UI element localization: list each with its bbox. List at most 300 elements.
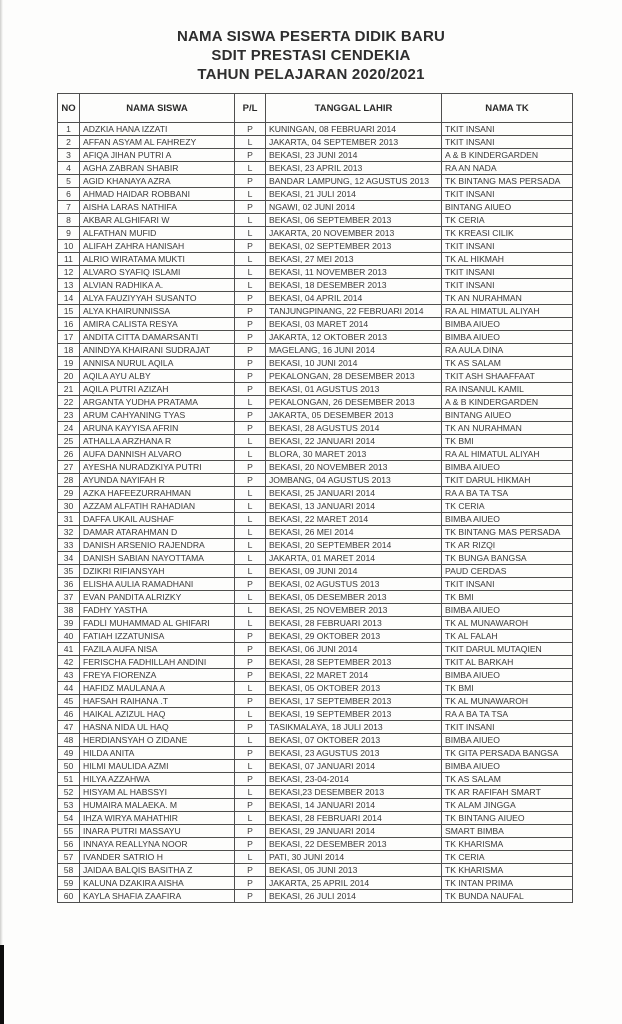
cell-tanggal-lahir: BEKASI, 22 JANUARI 2014 <box>266 435 442 448</box>
cell-nama-tk: RA AULA DINA <box>442 344 573 357</box>
cell-nama-siswa: HAFSAH RAIHANA .T <box>80 695 235 708</box>
cell-nama-siswa: AZZAM ALFATIH RAHADIAN <box>80 500 235 513</box>
cell-no: 23 <box>58 409 80 422</box>
cell-tanggal-lahir: BEKASI, 06 JUNI 2014 <box>266 643 442 656</box>
cell-nama-siswa: HAIKAL AZIZUL HAQ <box>80 708 235 721</box>
cell-no: 26 <box>58 448 80 461</box>
table-row <box>58 500 573 513</box>
cell-tanggal-lahir: BEKASI, 23 JUNI 2014 <box>266 149 442 162</box>
cell-pl: P <box>235 799 266 812</box>
cell-nama-siswa: HASNA NIDA UL HAQ <box>80 721 235 734</box>
cell-nama-siswa: AQILA AYU ALBY <box>80 370 235 383</box>
cell-nama-siswa: ANDITA CITTA DAMARSANTI <box>80 331 235 344</box>
table-row <box>58 279 573 292</box>
cell-tanggal-lahir: BEKASI, 26 MEI 2014 <box>266 526 442 539</box>
cell-pl: P <box>235 643 266 656</box>
cell-nama-siswa: AFIQA JIHAN PUTRI A <box>80 149 235 162</box>
cell-nama-siswa: ALYA KHAIRUNNISSA <box>80 305 235 318</box>
cell-tanggal-lahir: BEKASI, 05 OKTOBER 2013 <box>266 682 442 695</box>
cell-nama-tk: SMART BIMBA <box>442 825 573 838</box>
table-row <box>58 305 573 318</box>
cell-pl: P <box>235 773 266 786</box>
cell-nama-tk: TK AL FALAH <box>442 630 573 643</box>
cell-pl: P <box>235 864 266 877</box>
table-row <box>58 656 573 669</box>
cell-no: 9 <box>58 227 80 240</box>
cell-tanggal-lahir: PATI, 30 JUNI 2014 <box>266 851 442 864</box>
cell-nama-siswa: ARUM CAHYANING TYAS <box>80 409 235 422</box>
cell-tanggal-lahir: BEKASI, 22 MARET 2014 <box>266 669 442 682</box>
table-row <box>58 695 573 708</box>
cell-nama-siswa: KAYLA SHAFIA ZAAFIRA <box>80 890 235 903</box>
cell-nama-siswa: AYUNDA NAYIFAH R <box>80 474 235 487</box>
cell-tanggal-lahir: BEKASI, 25 JANUARI 2014 <box>266 487 442 500</box>
cell-tanggal-lahir: BEKASI, 05 DESEMBER 2013 <box>266 591 442 604</box>
cell-tanggal-lahir: BEKASI, 22 MARET 2014 <box>266 513 442 526</box>
cell-nama-siswa: ALVIAN RADHIKA A. <box>80 279 235 292</box>
cell-pl: P <box>235 695 266 708</box>
cell-pl: L <box>235 214 266 227</box>
cell-nama-tk: TK GITA PERSADA BANGSA <box>442 747 573 760</box>
cell-no: 55 <box>58 825 80 838</box>
cell-nama-siswa: EVAN PANDITA ALRIZKY <box>80 591 235 604</box>
table-row <box>58 825 573 838</box>
cell-pl: P <box>235 305 266 318</box>
cell-pl: P <box>235 838 266 851</box>
cell-tanggal-lahir: BEKASI, 11 NOVEMBER 2013 <box>266 266 442 279</box>
cell-nama-siswa: AUFA DANNISH ALVARO <box>80 448 235 461</box>
table-row <box>58 864 573 877</box>
cell-pl: L <box>235 734 266 747</box>
cell-no: 44 <box>58 682 80 695</box>
cell-nama-tk: TKIT ASH SHAAFFAAT <box>442 370 573 383</box>
cell-no: 37 <box>58 591 80 604</box>
cell-no: 4 <box>58 162 80 175</box>
cell-pl: P <box>235 292 266 305</box>
cell-no: 22 <box>58 396 80 409</box>
table-row <box>58 747 573 760</box>
cell-no: 13 <box>58 279 80 292</box>
table-row <box>58 513 573 526</box>
column-header: P/L <box>235 94 266 123</box>
cell-nama-siswa: AISHA LARAS NATHIFA <box>80 201 235 214</box>
cell-nama-tk: BIMBA AIUEO <box>442 331 573 344</box>
cell-pl: L <box>235 708 266 721</box>
table-row <box>58 461 573 474</box>
cell-tanggal-lahir: BEKASI, 28 AGUSTUS 2014 <box>266 422 442 435</box>
cell-nama-tk: BIMBA AIUEO <box>442 318 573 331</box>
cell-pl: L <box>235 682 266 695</box>
cell-nama-siswa: ATHALLA ARZHANA R <box>80 435 235 448</box>
cell-nama-siswa: INNAYA REALLYNA NOOR <box>80 838 235 851</box>
cell-tanggal-lahir: BEKASI, 29 JANUARI 2014 <box>266 825 442 838</box>
cell-nama-siswa: ALYA FAUZIYYAH SUSANTO <box>80 292 235 305</box>
cell-tanggal-lahir: BEKASI, 13 JANUARI 2014 <box>266 500 442 513</box>
cell-nama-tk: TK AS SALAM <box>442 357 573 370</box>
cell-pl: P <box>235 357 266 370</box>
cell-pl: L <box>235 786 266 799</box>
cell-nama-siswa: HERDIANSYAH O ZIDANE <box>80 734 235 747</box>
table-row <box>58 448 573 461</box>
cell-pl: P <box>235 630 266 643</box>
cell-nama-siswa: DAMAR ATARAHMAN D <box>80 526 235 539</box>
cell-no: 60 <box>58 890 80 903</box>
cell-nama-siswa: ALIFAH ZAHRA HANISAH <box>80 240 235 253</box>
cell-nama-tk: TK BMI <box>442 435 573 448</box>
cell-no: 45 <box>58 695 80 708</box>
cell-tanggal-lahir: JAKARTA, 25 APRIL 2014 <box>266 877 442 890</box>
cell-nama-siswa: AHMAD HAIDAR ROBBANI <box>80 188 235 201</box>
cell-no: 27 <box>58 461 80 474</box>
table-row <box>58 123 573 136</box>
cell-no: 41 <box>58 643 80 656</box>
cell-pl: L <box>235 851 266 864</box>
cell-nama-tk: TK CERIA <box>442 214 573 227</box>
cell-no: 36 <box>58 578 80 591</box>
table-row <box>58 331 573 344</box>
cell-nama-tk: TKIT INSANI <box>442 136 573 149</box>
cell-pl: P <box>235 669 266 682</box>
cell-no: 17 <box>58 331 80 344</box>
cell-no: 47 <box>58 721 80 734</box>
cell-no: 58 <box>58 864 80 877</box>
cell-pl: P <box>235 175 266 188</box>
cell-tanggal-lahir: BEKASI, 07 JANUARI 2014 <box>266 760 442 773</box>
table-row <box>58 630 573 643</box>
cell-tanggal-lahir: BEKASI, 23 AGUSTUS 2013 <box>266 747 442 760</box>
table-row <box>58 266 573 279</box>
table-row <box>58 253 573 266</box>
cell-nama-tk: BIMBA AIUEO <box>442 669 573 682</box>
cell-nama-tk: TK CERIA <box>442 500 573 513</box>
cell-nama-siswa: HILMI MAULIDA AZMI <box>80 760 235 773</box>
table-row <box>58 578 573 591</box>
cell-nama-siswa: ANINDYA KHAIRANI SUDRAJAT <box>80 344 235 357</box>
cell-nama-tk: BINTANG AIUEO <box>442 201 573 214</box>
cell-no: 6 <box>58 188 80 201</box>
cell-nama-siswa: ALFATHAN MUFID <box>80 227 235 240</box>
table-header-row <box>58 94 573 123</box>
cell-no: 5 <box>58 175 80 188</box>
cell-nama-tk: TK AL MUNAWAROH <box>442 617 573 630</box>
cell-nama-siswa: AYESHA NURADZKIYA PUTRI <box>80 461 235 474</box>
cell-nama-siswa: AGID KHANAYA AZRA <box>80 175 235 188</box>
cell-nama-siswa: AGHA ZABRAN SHABIR <box>80 162 235 175</box>
table-row <box>58 539 573 552</box>
table-row <box>58 877 573 890</box>
cell-no: 24 <box>58 422 80 435</box>
cell-pl: P <box>235 656 266 669</box>
cell-nama-tk: TK AR RAFIFAH SMART <box>442 786 573 799</box>
cell-no: 54 <box>58 812 80 825</box>
cell-nama-siswa: JAIDAA BALQIS BASITHA Z <box>80 864 235 877</box>
cell-nama-siswa: INARA PUTRI MASSAYU <box>80 825 235 838</box>
cell-tanggal-lahir: BEKASI, 28 FEBRUARI 2014 <box>266 812 442 825</box>
cell-tanggal-lahir: PEKALONGAN, 26 DESEMBER 2013 <box>266 396 442 409</box>
table-row <box>58 890 573 903</box>
cell-no: 35 <box>58 565 80 578</box>
cell-pl: L <box>235 513 266 526</box>
cell-no: 8 <box>58 214 80 227</box>
cell-pl: L <box>235 435 266 448</box>
cell-nama-siswa: HILDA ANITA <box>80 747 235 760</box>
table-row <box>58 526 573 539</box>
cell-nama-siswa: AQILA PUTRI AZIZAH <box>80 383 235 396</box>
cell-nama-tk: BIMBA AIUEO <box>442 604 573 617</box>
cell-no: 31 <box>58 513 80 526</box>
table-row <box>58 357 573 370</box>
cell-tanggal-lahir: PEKALONGAN, 28 DESEMBER 2013 <box>266 370 442 383</box>
table-row <box>58 149 573 162</box>
cell-nama-tk: TK AS SALAM <box>442 773 573 786</box>
cell-no: 15 <box>58 305 80 318</box>
cell-pl: L <box>235 448 266 461</box>
cell-nama-tk: RA INSANUL KAMIL <box>442 383 573 396</box>
cell-no: 43 <box>58 669 80 682</box>
cell-nama-tk: TK AL MUNAWAROH <box>442 695 573 708</box>
cell-no: 28 <box>58 474 80 487</box>
cell-no: 49 <box>58 747 80 760</box>
cell-pl: L <box>235 604 266 617</box>
cell-tanggal-lahir: JAKARTA, 05 DESEMBER 2013 <box>266 409 442 422</box>
cell-nama-tk: TK BUNDA NAUFAL <box>442 890 573 903</box>
cell-pl: L <box>235 136 266 149</box>
cell-no: 59 <box>58 877 80 890</box>
cell-nama-siswa: FERISCHA FADHILLAH ANDINI <box>80 656 235 669</box>
table-row <box>58 565 573 578</box>
cell-nama-tk: TKIT INSANI <box>442 188 573 201</box>
cell-pl: P <box>235 409 266 422</box>
cell-nama-siswa: HUMAIRA MALAEKA. M <box>80 799 235 812</box>
cell-nama-tk: RA AN NADA <box>442 162 573 175</box>
cell-no: 52 <box>58 786 80 799</box>
cell-no: 57 <box>58 851 80 864</box>
cell-pl: L <box>235 500 266 513</box>
cell-pl: L <box>235 526 266 539</box>
cell-tanggal-lahir: BEKASI, 02 AGUSTUS 2013 <box>266 578 442 591</box>
cell-nama-tk: A & B KINDERGARDEN <box>442 396 573 409</box>
cell-nama-siswa: AKBAR ALGHIFARI W <box>80 214 235 227</box>
cell-tanggal-lahir: BANDAR LAMPUNG, 12 AGUSTUS 2013 <box>266 175 442 188</box>
cell-tanggal-lahir: BEKASI, 28 FEBRUARI 2013 <box>266 617 442 630</box>
cell-no: 29 <box>58 487 80 500</box>
cell-tanggal-lahir: TANJUNGPINANG, 22 FEBRUARI 2014 <box>266 305 442 318</box>
cell-no: 25 <box>58 435 80 448</box>
cell-no: 56 <box>58 838 80 851</box>
cell-nama-tk: TK BINTANG MAS PERSADA <box>442 175 573 188</box>
cell-no: 10 <box>58 240 80 253</box>
cell-nama-tk: TKIT DARUL HIKMAH <box>442 474 573 487</box>
cell-pl: L <box>235 812 266 825</box>
cell-tanggal-lahir: BEKASI, 23-04-2014 <box>266 773 442 786</box>
table-row <box>58 409 573 422</box>
cell-nama-tk: TK KHARISMA <box>442 838 573 851</box>
cell-tanggal-lahir: BLORA, 30 MARET 2013 <box>266 448 442 461</box>
document-title-block <box>0 27 622 84</box>
cell-nama-siswa: HISYAM AL HABSSYI <box>80 786 235 799</box>
cell-nama-tk: TK ALAM JINGGA <box>442 799 573 812</box>
cell-no: 3 <box>58 149 80 162</box>
table-row <box>58 812 573 825</box>
column-header: NO <box>58 94 80 123</box>
cell-tanggal-lahir: BEKASI, 07 OKTOBER 2013 <box>266 734 442 747</box>
table-row <box>58 760 573 773</box>
cell-tanggal-lahir: BEKASI, 02 SEPTEMBER 2013 <box>266 240 442 253</box>
cell-nama-tk: TK BMI <box>442 591 573 604</box>
cell-nama-siswa: FREYA FIORENZA <box>80 669 235 682</box>
document-title-line3: TAHUN PELAJARAN 2020/2021 <box>197 66 425 83</box>
column-header: TANGGAL LAHIR <box>266 94 442 123</box>
cell-tanggal-lahir: JAKARTA, 20 NOVEMBER 2013 <box>266 227 442 240</box>
cell-tanggal-lahir: BEKASI, 25 NOVEMBER 2013 <box>266 604 442 617</box>
cell-pl: L <box>235 591 266 604</box>
cell-nama-tk: TK BUNGA BANGSA <box>442 552 573 565</box>
cell-nama-siswa: ALVARO SYAFIQ ISLAMI <box>80 266 235 279</box>
cell-pl: L <box>235 266 266 279</box>
cell-nama-tk: TKIT INSANI <box>442 279 573 292</box>
cell-nama-tk: TK AN NURAHMAN <box>442 292 573 305</box>
cell-tanggal-lahir: KUNINGAN, 08 FEBRUARI 2014 <box>266 123 442 136</box>
cell-pl: L <box>235 396 266 409</box>
cell-pl: P <box>235 825 266 838</box>
table-row <box>58 552 573 565</box>
cell-pl: P <box>235 344 266 357</box>
table-row <box>58 643 573 656</box>
cell-pl: P <box>235 240 266 253</box>
cell-pl: P <box>235 383 266 396</box>
cell-nama-tk: TK AL HIKMAH <box>442 253 573 266</box>
cell-pl: L <box>235 162 266 175</box>
table-row <box>58 591 573 604</box>
table-row <box>58 227 573 240</box>
table-row <box>58 838 573 851</box>
cell-nama-siswa: HILYA AZZAHWA <box>80 773 235 786</box>
table-row <box>58 201 573 214</box>
cell-pl: L <box>235 565 266 578</box>
cell-tanggal-lahir: BEKASI, 10 JUNI 2014 <box>266 357 442 370</box>
cell-tanggal-lahir: BEKASI, 05 JUNI 2013 <box>266 864 442 877</box>
cell-nama-siswa: FATIAH IZZATUNISA <box>80 630 235 643</box>
cell-pl: P <box>235 890 266 903</box>
cell-pl: P <box>235 474 266 487</box>
cell-no: 16 <box>58 318 80 331</box>
cell-nama-siswa: AFFAN ASYAM AL FAHREZY <box>80 136 235 149</box>
cell-no: 19 <box>58 357 80 370</box>
cell-nama-tk: RA A BA TA TSA <box>442 487 573 500</box>
cell-nama-tk: A & B KINDERGARDEN <box>442 149 573 162</box>
cell-nama-tk: TKIT DARUL MUTAQIEN <box>442 643 573 656</box>
table-row <box>58 604 573 617</box>
cell-nama-tk: BIMBA AIUEO <box>442 461 573 474</box>
cell-nama-tk: BIMBA AIUEO <box>442 760 573 773</box>
cell-pl: L <box>235 552 266 565</box>
cell-tanggal-lahir: JAKARTA, 12 OKTOBER 2013 <box>266 331 442 344</box>
cell-nama-tk: PAUD CERDAS <box>442 565 573 578</box>
cell-nama-tk: TKIT AL BARKAH <box>442 656 573 669</box>
cell-no: 42 <box>58 656 80 669</box>
cell-pl: L <box>235 760 266 773</box>
cell-nama-siswa: DANISH SABIAN NAYOTTAMA <box>80 552 235 565</box>
cell-nama-tk: TK AR RIZQI <box>442 539 573 552</box>
cell-no: 38 <box>58 604 80 617</box>
table-row <box>58 487 573 500</box>
cell-pl: P <box>235 318 266 331</box>
cell-nama-tk: TKIT INSANI <box>442 721 573 734</box>
cell-no: 12 <box>58 266 80 279</box>
cell-nama-tk: BINTANG AIUEO <box>442 409 573 422</box>
cell-nama-siswa: FADHY YASTHA <box>80 604 235 617</box>
cell-nama-tk: TK KREASI CILIK <box>442 227 573 240</box>
table-row <box>58 383 573 396</box>
cell-nama-siswa: AZKA HAFEEZURRAHMAN <box>80 487 235 500</box>
student-roster-table <box>57 93 573 903</box>
table-row <box>58 175 573 188</box>
cell-pl: L <box>235 487 266 500</box>
cell-pl: P <box>235 747 266 760</box>
cell-nama-tk: TK KHARISMA <box>442 864 573 877</box>
cell-tanggal-lahir: BEKASI, 28 SEPTEMBER 2013 <box>266 656 442 669</box>
cell-nama-tk: TK BINTANG MAS PERSADA <box>442 526 573 539</box>
document-title-line1: NAMA SISWA PESERTA DIDIK BARU <box>176 28 446 45</box>
cell-pl: P <box>235 721 266 734</box>
cell-pl: L <box>235 617 266 630</box>
table-row <box>58 136 573 149</box>
cell-tanggal-lahir: BEKASI, 14 JANUARI 2014 <box>266 799 442 812</box>
table-body <box>58 123 573 903</box>
cell-no: 11 <box>58 253 80 266</box>
cell-tanggal-lahir: BEKASI, 19 SEPTEMBER 2013 <box>266 708 442 721</box>
scan-black-strip-artifact <box>0 945 4 1024</box>
cell-tanggal-lahir: BEKASI, 29 OKTOBER 2013 <box>266 630 442 643</box>
cell-nama-tk: BIMBA AIUEO <box>442 513 573 526</box>
cell-pl: P <box>235 422 266 435</box>
cell-tanggal-lahir: BEKASI,23 DESEMBER 2013 <box>266 786 442 799</box>
cell-no: 51 <box>58 773 80 786</box>
cell-pl: P <box>235 877 266 890</box>
table-row <box>58 617 573 630</box>
cell-pl: P <box>235 331 266 344</box>
cell-tanggal-lahir: NGAWI, 02 JUNI 2014 <box>266 201 442 214</box>
cell-tanggal-lahir: BEKASI, 20 SEPTEMBER 2014 <box>266 539 442 552</box>
table-row <box>58 435 573 448</box>
cell-no: 39 <box>58 617 80 630</box>
cell-nama-tk: BIMBA AIUEO <box>442 734 573 747</box>
cell-nama-tk: TK AN NURAHMAN <box>442 422 573 435</box>
column-header: NAMA SISWA <box>80 94 235 123</box>
cell-pl: L <box>235 279 266 292</box>
cell-tanggal-lahir: BEKASI, 20 NOVEMBER 2013 <box>266 461 442 474</box>
cell-no: 32 <box>58 526 80 539</box>
cell-nama-tk: TKIT INSANI <box>442 266 573 279</box>
cell-nama-siswa: DZIKRI RIFIANSYAH <box>80 565 235 578</box>
cell-nama-siswa: IHZA WIRYA MAHATHIR <box>80 812 235 825</box>
cell-no: 48 <box>58 734 80 747</box>
table-row <box>58 396 573 409</box>
table-row <box>58 474 573 487</box>
cell-pl: P <box>235 123 266 136</box>
cell-nama-siswa: FADLI MUHAMMAD AL GHIFARI <box>80 617 235 630</box>
cell-nama-siswa: AMIRA CALISTA RESYA <box>80 318 235 331</box>
cell-nama-siswa: IVANDER SATRIO H <box>80 851 235 864</box>
column-header: NAMA TK <box>442 94 573 123</box>
cell-no: 50 <box>58 760 80 773</box>
cell-nama-tk: RA AL HIMATUL ALIYAH <box>442 448 573 461</box>
cell-no: 7 <box>58 201 80 214</box>
cell-nama-siswa: ALRIO WIRATAMA MUKTI <box>80 253 235 266</box>
cell-pl: P <box>235 370 266 383</box>
cell-nama-siswa: DANISH ARSENIO RAJENDRA <box>80 539 235 552</box>
cell-no: 18 <box>58 344 80 357</box>
